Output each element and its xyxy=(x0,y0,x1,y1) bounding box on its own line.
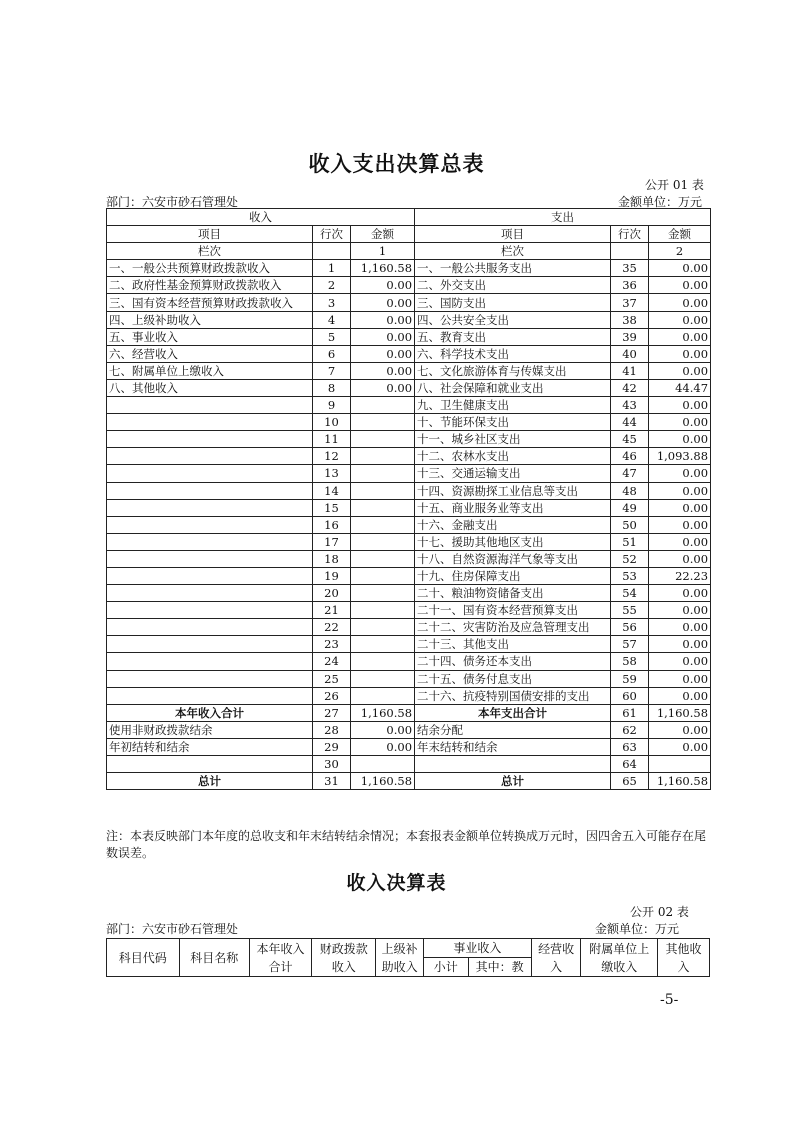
income-amount-cell xyxy=(351,533,415,550)
table-row xyxy=(107,585,711,602)
col-subject-code: 科目代码 xyxy=(107,939,180,977)
expense-item-cell: 十六、金融支出 xyxy=(415,516,611,533)
expense-amount-cell: 0.00 xyxy=(649,670,711,687)
col-upper-subsidy-line1: 上级补 xyxy=(381,941,418,956)
expense-column-number: 2 xyxy=(649,243,711,260)
col-total-income-line1: 本年收入 xyxy=(256,941,305,956)
expense-rowno-cell: 65 xyxy=(611,773,649,790)
income-amount-cell: 1,160.58 xyxy=(351,704,415,721)
income-column-blank xyxy=(313,243,351,260)
income-amount-cell xyxy=(351,397,415,414)
income-rowno-cell: 3 xyxy=(313,294,351,311)
table-row xyxy=(107,311,711,328)
income-item-cell xyxy=(107,465,313,482)
expense-amount-cell: 0.00 xyxy=(649,619,711,636)
income-rowno-cell: 28 xyxy=(313,721,351,738)
table-row xyxy=(107,465,711,482)
expense-amount-cell: 0.00 xyxy=(649,328,711,345)
expense-item-cell: 七、文化旅游体育与传媒支出 xyxy=(415,362,611,379)
expense-item-cell: 本年支出合计 xyxy=(415,704,611,721)
expense-item-cell: 二十三、其他支出 xyxy=(415,636,611,653)
income-amount-cell xyxy=(351,465,415,482)
income-item-cell: 本年收入合计 xyxy=(107,704,313,721)
department-label: 部门：六安市砂石管理处 xyxy=(106,195,239,209)
form-number: 公开 01 表 xyxy=(645,178,704,192)
expense-item-cell: 四、公共安全支出 xyxy=(415,311,611,328)
income-rowno-cell: 4 xyxy=(313,311,351,328)
expense-item-cell: 总计 xyxy=(415,773,611,790)
income-rowno-cell: 27 xyxy=(313,704,351,721)
expense-rowno-cell: 48 xyxy=(611,482,649,499)
income-amount-cell: 0.00 xyxy=(351,328,415,345)
expense-item-cell: 九、卫生健康支出 xyxy=(415,397,611,414)
income-item-cell: 总计 xyxy=(107,773,313,790)
income-item-cell xyxy=(107,431,313,448)
table-row xyxy=(107,533,711,550)
expense-amount-cell: 0.00 xyxy=(649,636,711,653)
expense-item-cell: 三、国防支出 xyxy=(415,294,611,311)
income-item-cell: 二、政府性基金预算财政拨款收入 xyxy=(107,277,313,294)
expense-item-cell: 十一、城乡社区支出 xyxy=(415,431,611,448)
income-rowno-cell: 26 xyxy=(313,687,351,704)
expense-rowno-cell: 40 xyxy=(611,345,649,362)
table-row xyxy=(107,431,711,448)
table-note: 注：本表反映部门本年度的总收支和年末结转结余情况；本套报表金额单位转换成万元时，因四舍五入可能存在尾数误差。 xyxy=(106,829,707,860)
expense-rowno-cell: 44 xyxy=(611,414,649,431)
expense-rowno-cell: 64 xyxy=(611,756,649,773)
col-business-income-line2: 入 xyxy=(550,959,563,974)
unit-label-2: 金额单位：万元 xyxy=(595,922,680,936)
expense-rowno-cell: 36 xyxy=(611,277,649,294)
expense-amount-header: 金额 xyxy=(649,226,711,243)
income-amount-cell: 1,160.58 xyxy=(351,260,415,277)
col-total-income-line2: 合计 xyxy=(268,959,293,974)
income-rowno-cell: 12 xyxy=(313,448,351,465)
table-row xyxy=(107,277,711,294)
expense-rowno-cell: 42 xyxy=(611,379,649,396)
expense-item-cell: 二十一、国有资本经营预算支出 xyxy=(415,602,611,619)
table-row xyxy=(107,448,711,465)
expense-rowno-cell: 50 xyxy=(611,516,649,533)
income-item-cell xyxy=(107,687,313,704)
income-rowno-cell: 30 xyxy=(313,756,351,773)
income-item-cell: 三、国有资本经营预算财政拨款收入 xyxy=(107,294,313,311)
expense-item-cell: 十九、住房保障支出 xyxy=(415,567,611,584)
income-amount-cell xyxy=(351,550,415,567)
expense-rowno-cell: 61 xyxy=(611,704,649,721)
expense-amount-cell: 0.00 xyxy=(649,482,711,499)
expense-item-cell: 六、科学技术支出 xyxy=(415,345,611,362)
income-item-cell: 八、其他收入 xyxy=(107,379,313,396)
col-career-income: 事业收入 xyxy=(424,939,532,958)
income-rowno-cell: 1 xyxy=(313,260,351,277)
income-amount-cell xyxy=(351,619,415,636)
expense-item-cell: 五、教育支出 xyxy=(415,328,611,345)
income-rowno-cell: 18 xyxy=(313,550,351,567)
expense-amount-cell: 0.00 xyxy=(649,345,711,362)
expense-amount-cell xyxy=(649,756,711,773)
expense-section-header: 支出 xyxy=(415,209,711,226)
table-row xyxy=(107,636,711,653)
expense-amount-cell: 0.00 xyxy=(649,362,711,379)
col-affiliate-income-line1: 附属单位上 xyxy=(589,941,650,956)
income-amount-cell xyxy=(351,585,415,602)
table-row xyxy=(107,721,711,738)
expense-rowno-cell: 56 xyxy=(611,619,649,636)
income-rowno-cell: 6 xyxy=(313,345,351,362)
income-amount-cell xyxy=(351,414,415,431)
col-other-income-line2: 入 xyxy=(677,959,690,974)
income-item-cell xyxy=(107,516,313,533)
table-row xyxy=(107,379,711,396)
income-amount-cell: 0.00 xyxy=(351,721,415,738)
table-row xyxy=(107,482,711,499)
income-rowno-cell: 29 xyxy=(313,738,351,755)
col-affiliate-income xyxy=(581,939,658,977)
income-section-header: 收入 xyxy=(107,209,415,226)
expense-amount-cell: 0.00 xyxy=(649,311,711,328)
expense-rowno-cell: 53 xyxy=(611,567,649,584)
income-item-cell: 七、附属单位上缴收入 xyxy=(107,362,313,379)
expense-rowno-cell: 63 xyxy=(611,738,649,755)
income-item-cell xyxy=(107,756,313,773)
expense-amount-cell: 0.00 xyxy=(649,721,711,738)
table-row xyxy=(107,328,711,345)
expense-amount-cell: 1,160.58 xyxy=(649,704,711,721)
expense-column-label: 栏次 xyxy=(415,243,611,260)
header-row-column-numbers xyxy=(107,243,711,260)
expense-rowno-header: 行次 xyxy=(611,226,649,243)
table-row xyxy=(107,567,711,584)
expense-item-cell: 二十二、灾害防治及应急管理支出 xyxy=(415,619,611,636)
expense-item-cell: 二十五、债务付息支出 xyxy=(415,670,611,687)
income-amount-cell xyxy=(351,687,415,704)
expense-item-cell: 结余分配 xyxy=(415,721,611,738)
income-rowno-cell: 25 xyxy=(313,670,351,687)
expense-amount-cell: 0.00 xyxy=(649,687,711,704)
expense-amount-cell: 1,160.58 xyxy=(649,773,711,790)
income-item-cell xyxy=(107,585,313,602)
expense-item-cell: 二十六、抗疫特别国债安排的支出 xyxy=(415,687,611,704)
table-row xyxy=(107,619,711,636)
expense-amount-cell: 0.00 xyxy=(649,294,711,311)
income-rowno-cell: 19 xyxy=(313,567,351,584)
income-item-cell xyxy=(107,414,313,431)
expense-rowno-cell: 55 xyxy=(611,602,649,619)
income-rowno-cell: 31 xyxy=(313,773,351,790)
income-amount-cell xyxy=(351,670,415,687)
department-label-2: 部门：六安市砂石管理处 xyxy=(106,922,239,936)
income-rowno-cell: 20 xyxy=(313,585,351,602)
table-row xyxy=(107,345,711,362)
expense-item-cell: 十八、自然资源海洋气象等支出 xyxy=(415,550,611,567)
col-career-subtotal: 小计 xyxy=(424,958,469,977)
expense-amount-cell: 1,093.88 xyxy=(649,448,711,465)
income-amount-cell: 0.00 xyxy=(351,345,415,362)
form-number-2: 公开 02 表 xyxy=(630,905,689,919)
table-row xyxy=(107,362,711,379)
page-number: -5- xyxy=(660,992,679,1008)
expense-item-cell: 二、外交支出 xyxy=(415,277,611,294)
expense-rowno-cell: 52 xyxy=(611,550,649,567)
expense-amount-cell: 0.00 xyxy=(649,277,711,294)
income-amount-cell: 0.00 xyxy=(351,379,415,396)
income-amount-cell: 0.00 xyxy=(351,311,415,328)
col-business-income-line1: 经营收 xyxy=(538,941,575,956)
income-rowno-cell: 17 xyxy=(313,533,351,550)
table-row xyxy=(107,738,711,755)
col-business-income xyxy=(531,939,581,977)
income-item-cell: 六、经营收入 xyxy=(107,345,313,362)
table-row xyxy=(107,756,711,773)
income-rowno-header: 行次 xyxy=(313,226,351,243)
expense-rowno-cell: 39 xyxy=(611,328,649,345)
expense-amount-cell: 0.00 xyxy=(649,585,711,602)
table-row xyxy=(107,602,711,619)
income-item-cell: 四、上级补助收入 xyxy=(107,311,313,328)
income-item-cell: 一、一般公共预算财政拨款收入 xyxy=(107,260,313,277)
income-item-cell xyxy=(107,482,313,499)
table-row xyxy=(107,773,711,790)
expense-item-cell: 年末结转和结余 xyxy=(415,738,611,755)
income-amount-header: 金额 xyxy=(351,226,415,243)
income-expense-table xyxy=(106,208,711,790)
expense-amount-cell: 0.00 xyxy=(649,653,711,670)
expense-rowno-cell: 49 xyxy=(611,499,649,516)
income-amount-cell: 0.00 xyxy=(351,277,415,294)
income-column-label: 栏次 xyxy=(107,243,313,260)
expense-rowno-cell: 45 xyxy=(611,431,649,448)
table-row xyxy=(107,397,711,414)
expense-rowno-cell: 62 xyxy=(611,721,649,738)
expense-rowno-cell: 54 xyxy=(611,585,649,602)
expense-rowno-cell: 51 xyxy=(611,533,649,550)
income-rowno-cell: 24 xyxy=(313,653,351,670)
income-rowno-cell: 8 xyxy=(313,379,351,396)
table-row xyxy=(107,704,711,721)
expense-amount-cell: 0.00 xyxy=(649,602,711,619)
income-column-number: 1 xyxy=(351,243,415,260)
col-fiscal-income-line1: 财政拨款 xyxy=(319,941,368,956)
expense-rowno-cell: 38 xyxy=(611,311,649,328)
income-item-cell xyxy=(107,533,313,550)
expense-item-header: 项目 xyxy=(415,226,611,243)
income-amount-cell: 0.00 xyxy=(351,738,415,755)
col-upper-subsidy xyxy=(376,939,424,977)
col-affiliate-income-line2: 缴收入 xyxy=(601,959,638,974)
income-item-cell: 五、事业收入 xyxy=(107,328,313,345)
income-rowno-cell: 9 xyxy=(313,397,351,414)
table-row xyxy=(107,260,711,277)
income-item-cell xyxy=(107,567,313,584)
header-row-columns xyxy=(107,226,711,243)
income-item-cell: 年初结转和结余 xyxy=(107,738,313,755)
expense-item-cell: 十四、资源勘探工业信息等支出 xyxy=(415,482,611,499)
expense-amount-cell: 0.00 xyxy=(649,550,711,567)
expense-amount-cell: 0.00 xyxy=(649,738,711,755)
expense-item-cell: 二十四、债务还本支出 xyxy=(415,653,611,670)
expense-amount-cell: 0.00 xyxy=(649,431,711,448)
income-item-cell xyxy=(107,602,313,619)
income-rowno-cell: 5 xyxy=(313,328,351,345)
income-amount-cell xyxy=(351,653,415,670)
income-item-cell xyxy=(107,636,313,653)
expense-item-cell: 十、节能环保支出 xyxy=(415,414,611,431)
income-amount-cell xyxy=(351,567,415,584)
income-rowno-cell: 2 xyxy=(313,277,351,294)
expense-amount-cell: 44.47 xyxy=(649,379,711,396)
expense-rowno-cell: 59 xyxy=(611,670,649,687)
income-amount-cell: 0.00 xyxy=(351,294,415,311)
col-upper-subsidy-line2: 助收入 xyxy=(381,959,418,974)
expense-rowno-cell: 35 xyxy=(611,260,649,277)
expense-amount-cell: 0.00 xyxy=(649,465,711,482)
expense-amount-cell: 0.00 xyxy=(649,414,711,431)
expense-rowno-cell: 41 xyxy=(611,362,649,379)
expense-item-cell: 一、一般公共服务支出 xyxy=(415,260,611,277)
header-row-sections xyxy=(107,209,711,226)
expense-column-blank xyxy=(611,243,649,260)
table-row xyxy=(107,687,711,704)
expense-amount-cell: 0.00 xyxy=(649,397,711,414)
table-row xyxy=(107,294,711,311)
page-title: 收入支出决算总表 xyxy=(308,152,485,176)
expense-item-cell: 十五、商业服务业等支出 xyxy=(415,499,611,516)
col-total-income xyxy=(249,939,311,977)
income-rowno-cell: 13 xyxy=(313,465,351,482)
income-item-cell xyxy=(107,550,313,567)
income-amount-cell: 1,160.58 xyxy=(351,773,415,790)
col-fiscal-income xyxy=(312,939,376,977)
expense-rowno-cell: 58 xyxy=(611,653,649,670)
expense-item-cell: 二十、粮油物资储备支出 xyxy=(415,585,611,602)
table-row xyxy=(107,670,711,687)
col-other-income-line1: 其他收 xyxy=(665,941,702,956)
income-rowno-cell: 15 xyxy=(313,499,351,516)
expense-amount-cell: 0.00 xyxy=(649,533,711,550)
table-row xyxy=(107,414,711,431)
expense-rowno-cell: 47 xyxy=(611,465,649,482)
income-item-cell xyxy=(107,397,313,414)
income-amount-cell xyxy=(351,448,415,465)
table-row xyxy=(107,550,711,567)
income-amount-cell xyxy=(351,516,415,533)
income-amount-cell: 0.00 xyxy=(351,362,415,379)
col-other-income xyxy=(658,939,710,977)
expense-amount-cell: 0.00 xyxy=(649,516,711,533)
income-rowno-cell: 21 xyxy=(313,602,351,619)
expense-item-cell: 十七、援助其他地区支出 xyxy=(415,533,611,550)
income-rowno-cell: 14 xyxy=(313,482,351,499)
income-item-cell xyxy=(107,448,313,465)
income-item-cell: 使用非财政拨款结余 xyxy=(107,721,313,738)
expense-amount-cell: 0.00 xyxy=(649,260,711,277)
expense-item-cell: 十三、交通运输支出 xyxy=(415,465,611,482)
income-amount-cell xyxy=(351,636,415,653)
income-rowno-cell: 7 xyxy=(313,362,351,379)
expense-item-cell: 八、社会保障和就业支出 xyxy=(415,379,611,396)
table-row xyxy=(107,516,711,533)
table-row xyxy=(107,653,711,670)
unit-label: 金额单位：万元 xyxy=(618,195,703,209)
income-detail-table xyxy=(106,938,710,977)
expense-item-cell xyxy=(415,756,611,773)
table-row xyxy=(107,499,711,516)
expense-rowno-cell: 46 xyxy=(611,448,649,465)
income-item-header: 项目 xyxy=(107,226,313,243)
col-subject-name: 科目名称 xyxy=(179,939,249,977)
expense-rowno-cell: 43 xyxy=(611,397,649,414)
income-amount-cell xyxy=(351,499,415,516)
income-item-cell xyxy=(107,499,313,516)
expense-rowno-cell: 37 xyxy=(611,294,649,311)
income-rowno-cell: 23 xyxy=(313,636,351,653)
income-item-cell xyxy=(107,619,313,636)
income-rowno-cell: 10 xyxy=(313,414,351,431)
income-rowno-cell: 16 xyxy=(313,516,351,533)
col-fiscal-income-line2: 收入 xyxy=(331,959,356,974)
income-amount-cell xyxy=(351,602,415,619)
col-career-education: 其中：教 xyxy=(468,958,531,977)
income-amount-cell xyxy=(351,431,415,448)
income-item-cell xyxy=(107,653,313,670)
expense-amount-cell: 0.00 xyxy=(649,499,711,516)
income-rowno-cell: 11 xyxy=(313,431,351,448)
expense-rowno-cell: 60 xyxy=(611,687,649,704)
expense-item-cell: 十二、农林水支出 xyxy=(415,448,611,465)
income-rowno-cell: 22 xyxy=(313,619,351,636)
section-title-income: 收入决算表 xyxy=(346,872,447,894)
income-amount-cell xyxy=(351,482,415,499)
expense-amount-cell: 22.23 xyxy=(649,567,711,584)
income-amount-cell xyxy=(351,756,415,773)
expense-rowno-cell: 57 xyxy=(611,636,649,653)
income-item-cell xyxy=(107,670,313,687)
